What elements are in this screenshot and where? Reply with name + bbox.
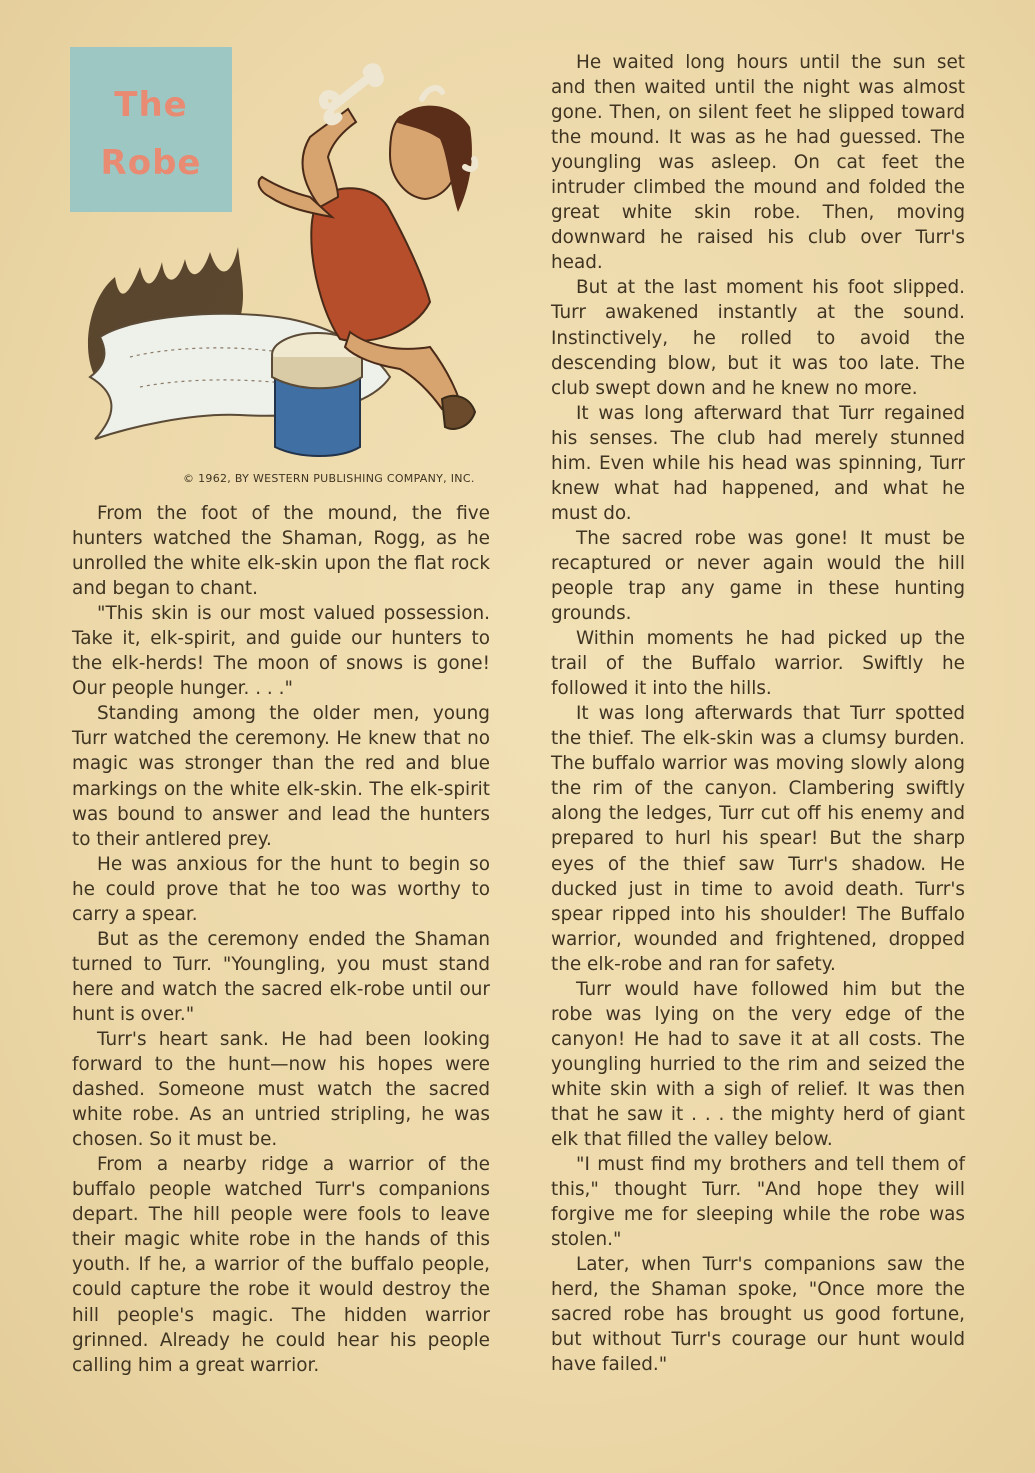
paragraph: "This skin is our most valued possession. Take it, elk-spirit, and guide our hunters to the elk-herds! The moon of snows is gone! Our people hunger. . . ." bbox=[72, 603, 490, 700]
paragraph: Turr's heart sank. He had been looking forward to the hunt—now his hopes were dashed. Someone must watch the sacred white robe. As an untried stripling, he was chosen. So it must be. bbox=[72, 1028, 490, 1151]
shaman-tunic-drawing bbox=[311, 188, 430, 341]
left-text-column bbox=[72, 501, 490, 1378]
paragraph: From the foot of the mound, the five hunters watched the Shaman, Rogg, as he unrolled the white elk-skin upon the flat rock and began to chant. bbox=[72, 503, 490, 600]
paragraph: But at the last moment his foot slipped. Turr awakened instantly at the sound. Instinctively, he rolled to avoid the descending blow, but it was too late. The club swept down and he knew no more. bbox=[551, 277, 965, 399]
story-title-line-2: Robe bbox=[100, 143, 202, 183]
right-text-column bbox=[551, 50, 965, 1377]
paragraph: Within moments he had picked up the trail of the Buffalo warrior. Swiftly he followed it into the hills. bbox=[551, 628, 965, 700]
paragraph: The sacred robe was gone! It must be recaptured or never again would the hill people trap any game in these hunting grounds. bbox=[551, 527, 965, 625]
paragraph: He waited long hours until the sun set and then waited until the night was almost gone. Then, on silent feet he slipped toward the mound. It was as he had guessed. The youngling was asleep. On cat feet the intruder climbed the mound and folded the great white skin robe. Then, moving downward he raised his club over Turr's head. bbox=[551, 52, 965, 274]
paragraph: Standing among the older men, young Turr watched the ceremony. He knew that no magic was stronger than the red and blue markings on the white elk-skin. The elk-spirit was bound to answer and lead the hunters to their antlered prey. bbox=[72, 703, 490, 850]
paragraph: "I must find my brothers and tell them of this," thought Turr. "And hope they will forgive me for sleeping while the robe was stolen." bbox=[551, 1154, 965, 1251]
paragraph: But as the ceremony ended the Shaman turned to Turr. "Youngling, you must stand here and watch the sacred elk-robe until our hunt is over." bbox=[72, 928, 490, 1025]
paragraph: Turr would have followed him but the robe was lying on the very edge of the canyon! He had to save it at all costs. The youngling hurried to the rim and seized the white skin with a sigh of relief. It was then that he saw it . . . the mighty herd of giant elk that filled the valley below. bbox=[551, 978, 965, 1151]
paragraph: It was long afterwards that Turr spotted the thief. The elk-skin was a clumsy burden. The buffalo warrior was moving slowly along the rim of the canyon. Clambering swiftly along the ledges, Turr cut off his enemy and prepared to hurl his spear! But the sharp eyes of the thief saw Turr's shadow. He ducked just in time to avoid death. Turr's spear ripped into his shoulder! The Buffalo warrior, wounded and frightened, dropped the elk-robe and ran for safety. bbox=[551, 703, 965, 975]
copyright-notice: © 1962, BY WESTERN PUBLISHING COMPANY, INC. bbox=[183, 472, 475, 485]
paragraph: He was anxious for the hunt to begin so he could prove that he too was worthy to carry a spear. bbox=[72, 853, 490, 925]
title-panel bbox=[70, 47, 232, 212]
paragraph: It was long afterward that Turr regained his senses. The club had merely stunned him. Even while his head was spinning, Turr knew what had happened, and what he must do. bbox=[551, 402, 965, 524]
paragraph: Later, when Turr's companions saw the herd, the Shaman spoke, "Once more the sacred robe has brought us good fortune, but without Turr's courage our hunt would have failed." bbox=[551, 1254, 965, 1376]
story-title-line-1: The bbox=[114, 85, 188, 125]
paragraph: From a nearby ridge a warrior of the buffalo people watched Turr's companions depart. The hill people were fools to leave their magic white robe in the hands of this youth. If he, a warrior of the buffalo people, could capture the robe it would destroy the hill people's magic. The hidden warrior grinned. Already he could hear his people calling him a great warrior. bbox=[72, 1154, 490, 1376]
